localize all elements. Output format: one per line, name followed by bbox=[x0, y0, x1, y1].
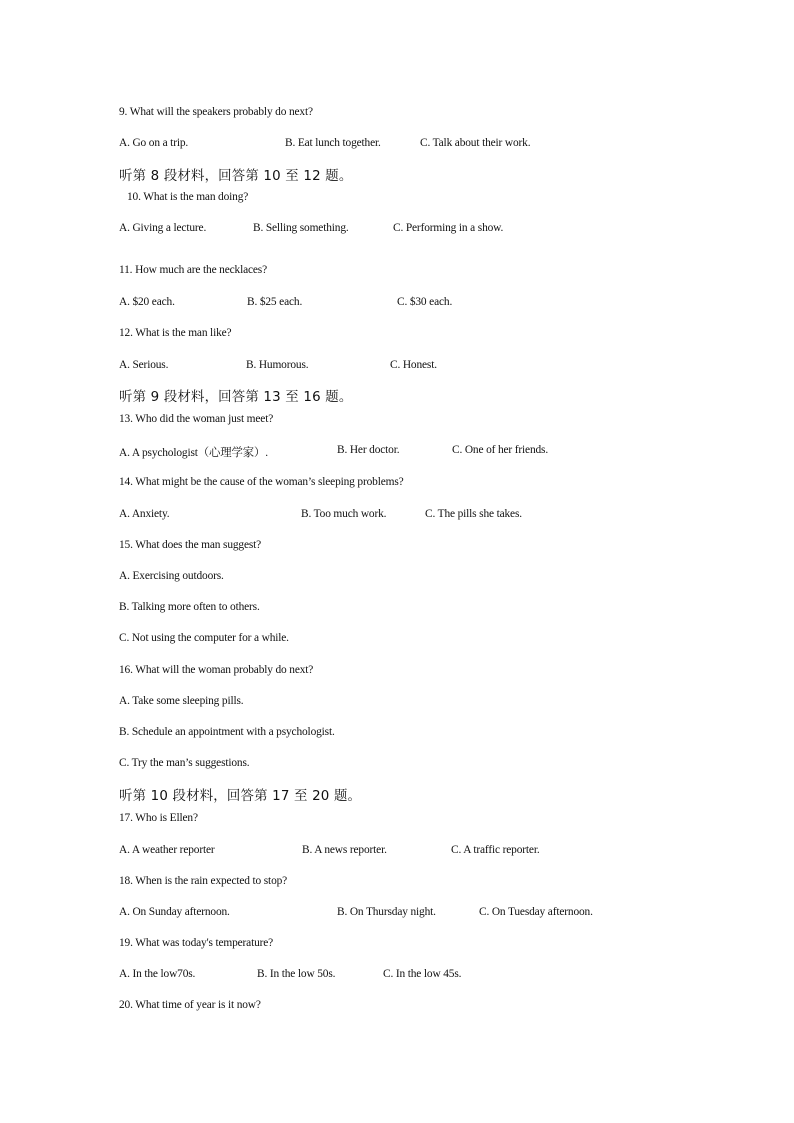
question-13: 13. Who did the woman just meet? bbox=[119, 413, 274, 425]
q10-option-c: C. Performing in a show. bbox=[393, 222, 504, 234]
section-heading-9: 听第 9 段材料，回答第 13 至 16 题。 bbox=[119, 390, 353, 405]
q17-option-c: C. A traffic reporter. bbox=[451, 844, 540, 856]
q10-option-b: B. Selling something. bbox=[253, 222, 349, 234]
question-18: 18. When is the rain expected to stop? bbox=[119, 875, 288, 887]
q12-option-c: C. Honest. bbox=[390, 359, 437, 371]
q13-option-a: A. A psychologist（心理学家）. bbox=[119, 447, 268, 459]
q18-option-a: A. On Sunday afternoon. bbox=[119, 906, 230, 918]
q14-option-b: B. Too much work. bbox=[301, 508, 387, 520]
q12-option-a: A. Serious. bbox=[119, 359, 169, 371]
question-19: 19. What was today's temperature? bbox=[119, 937, 274, 949]
q9-option-c: C. Talk about their work. bbox=[420, 137, 531, 149]
q16-option-c: C. Try the man’s suggestions. bbox=[119, 757, 250, 769]
q15-option-a: A. Exercising outdoors. bbox=[119, 570, 224, 582]
q18-option-c: C. On Tuesday afternoon. bbox=[479, 906, 593, 918]
section-heading-10: 听第 10 段材料，回答第 17 至 20 题。 bbox=[119, 789, 362, 804]
q14-option-a: A. Anxiety. bbox=[119, 508, 170, 520]
q17-option-b: B. A news reporter. bbox=[302, 844, 387, 856]
q18-option-b: B. On Thursday night. bbox=[337, 906, 436, 918]
q11-option-c: C. $30 each. bbox=[397, 296, 453, 308]
q12-option-b: B. Humorous. bbox=[246, 359, 309, 371]
q13-option-b: B. Her doctor. bbox=[337, 444, 400, 456]
question-15: 15. What does the man suggest? bbox=[119, 539, 262, 551]
q10-option-a: A. Giving a lecture. bbox=[119, 222, 207, 234]
q11-option-a: A. $20 each. bbox=[119, 296, 175, 308]
q16-option-a: A. Take some sleeping pills. bbox=[119, 695, 244, 707]
question-10: 10. What is the man doing? bbox=[127, 191, 249, 203]
q9-option-b: B. Eat lunch together. bbox=[285, 137, 381, 149]
q19-option-a: A. In the low70s. bbox=[119, 968, 196, 980]
q19-option-b: B. In the low 50s. bbox=[257, 968, 336, 980]
question-14: 14. What might be the cause of the woman’s sleeping problems? bbox=[119, 476, 404, 488]
q11-option-b: B. $25 each. bbox=[247, 296, 303, 308]
q15-option-c: C. Not using the computer for a while. bbox=[119, 632, 289, 644]
q15-option-b: B. Talking more often to others. bbox=[119, 601, 260, 613]
question-11: 11. How much are the necklaces? bbox=[119, 264, 267, 276]
section-heading-8: 听第 8 段材料，回答第 10 至 12 题。 bbox=[119, 169, 353, 184]
question-16: 16. What will the woman probably do next? bbox=[119, 664, 314, 676]
question-20: 20. What time of year is it now? bbox=[119, 999, 261, 1011]
q14-option-c: C. The pills she takes. bbox=[425, 508, 522, 520]
q13-option-c: C. One of her friends. bbox=[452, 444, 549, 456]
q9-option-a: A. Go on a trip. bbox=[119, 137, 189, 149]
q16-option-b: B. Schedule an appointment with a psychologist. bbox=[119, 726, 335, 738]
q19-option-c: C. In the low 45s. bbox=[383, 968, 462, 980]
q17-option-a: A. A weather reporter bbox=[119, 844, 215, 856]
question-17: 17. Who is Ellen? bbox=[119, 812, 198, 824]
question-12: 12. What is the man like? bbox=[119, 327, 232, 339]
question-9: 9. What will the speakers probably do next? bbox=[119, 106, 313, 118]
